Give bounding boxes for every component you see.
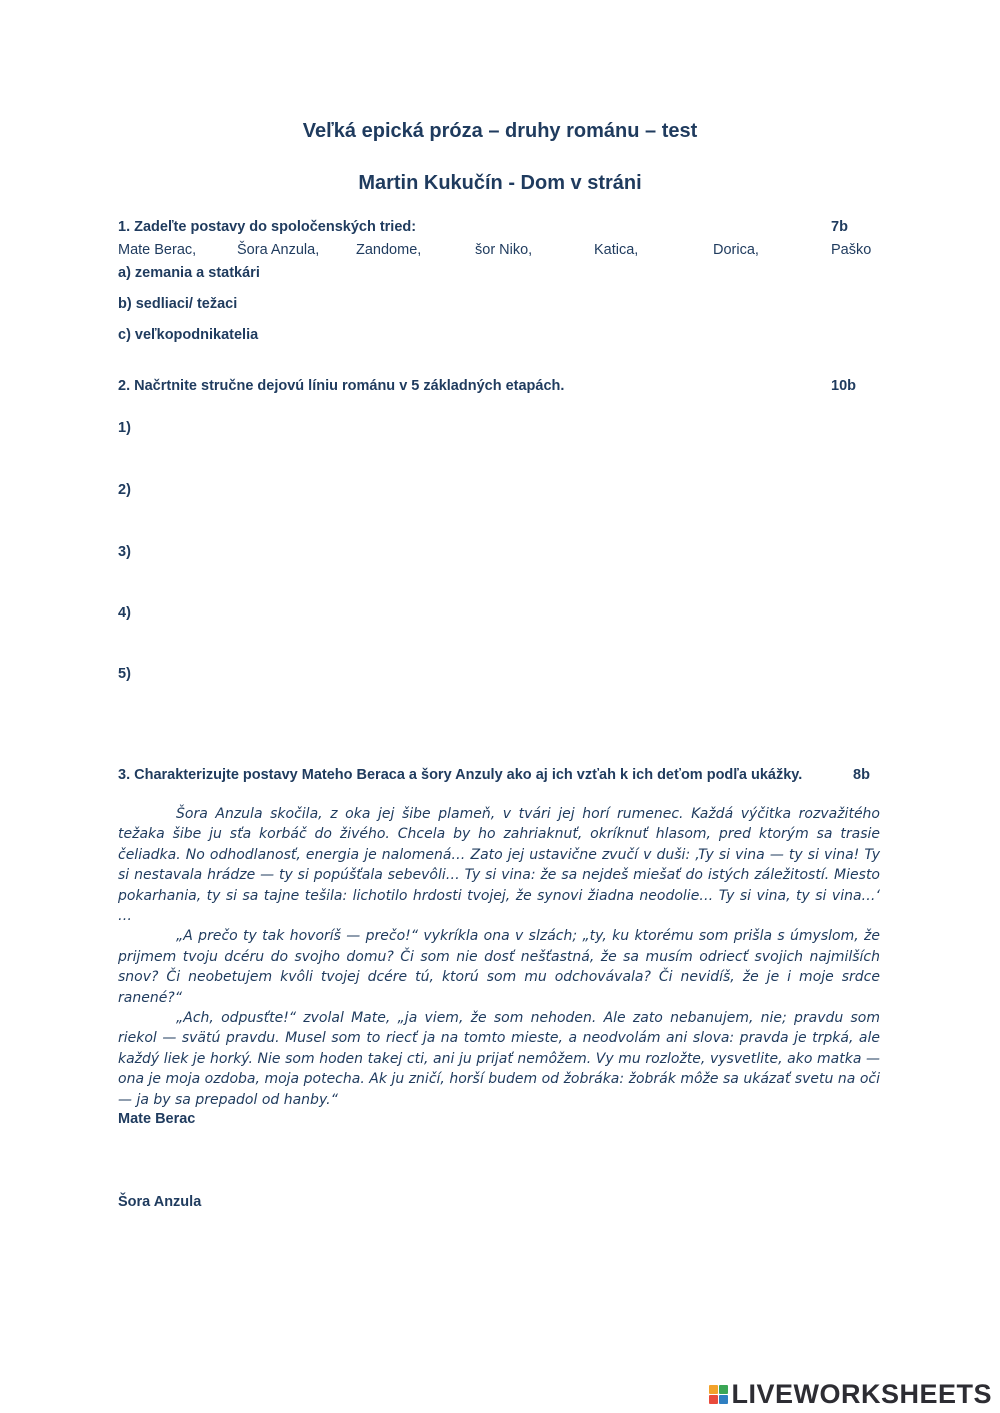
excerpt-paragraph: „Ach, odpusťte!“ zvolal Mate, „ja viem, že som nehoden. Ale zato nebanujem, nie; pravdu som riekol — svätú pravdu. Musel som to riecť ja na tomto mieste, a neodvolám ani slova: pravda je trpká, ale každý liek je horký. Nie som hoden takej cti, ani ju prijať nemôžem. Vy mu rozložte, vysvetlite, ako matka — ona je moja ozdoba, moja potecha. Ak ju zničí, horší budem od žobráka: žobrák môže sa ukázať svetu na oči — ja by sa prepadol od hanby.“ xyxy=(118,1010,880,1108)
stage-number: 4) xyxy=(118,605,131,621)
question-3-points: 8b xyxy=(853,767,870,783)
page-subtitle: Martin Kukučín - Dom v stráni xyxy=(358,172,642,194)
group-label: a) zemania a statkári xyxy=(118,265,260,281)
stage-number: 5) xyxy=(118,666,131,682)
character-item: Mate Berac, xyxy=(118,242,197,258)
logo-tile xyxy=(709,1385,718,1394)
question-1-points: 7b xyxy=(831,219,848,235)
liveworksheets-logo[interactable] xyxy=(709,1380,992,1408)
character-item: Šora Anzula, xyxy=(237,242,320,258)
logo-text: LIVEWORKSHEETS xyxy=(731,1378,992,1409)
excerpt-text xyxy=(118,804,880,1110)
stage-number: 1) xyxy=(118,420,131,436)
character-item: Zandome, xyxy=(356,242,422,258)
logo-tile xyxy=(719,1395,728,1404)
logo-tile xyxy=(709,1395,718,1404)
character-item: Katica, xyxy=(594,242,639,258)
page-title: Veľká epická próza – druhy románu – test xyxy=(302,120,698,142)
character-item: šor Niko, xyxy=(475,242,533,258)
group-label: c) veľkopodnikatelia xyxy=(118,327,259,343)
excerpt-paragraph: „A prečo ty tak hovoríš — prečo!“ vykríkla ona v slzách; „ty, ku ktorému som prišla s úmyslom, že prijmem tvoju dcéru do svojho domu? Či som nie dosť nešťastná, že sa musím odriecť svojich najmilších snov? Či neobetujem kvôli tvojej dcére tú, ktorú som mu odchovávala? Či nevidíš, že je i moje srdce ranené?“ xyxy=(118,928,880,1006)
question-2-points: 10b xyxy=(831,378,856,394)
character-list xyxy=(0,242,1000,262)
character-item: Paško xyxy=(831,242,872,258)
logo-mark-icon xyxy=(709,1385,728,1404)
question-3: 3. Charakterizujte postavy Mateho Beraca a šory Anzuly ako aj ich vzťah k ich deťom podľa ukážky. xyxy=(118,767,803,783)
stage-number: 2) xyxy=(118,482,131,498)
stage-number: 3) xyxy=(118,544,131,560)
excerpt-paragraph: Šora Anzula skočila, z oka jej šibe plameň, v tvári jej horí rumenec. Každá výčitka rozvažitého težaka šibe ju sťa korbáč do živého. Chcela by ho zahriaknuť, okríknuť hlasom, pred ktorým sa trasie čeliadka. No odhodlanosť, energia je nalomená… Zato jej ustavične zvučí v duši: ‚Ty si vina — ty si vina! Ty si nestavala hrádze — ty si popúšťala sebevôli… Ty si vina: že sa nejdeš miešať do istých záležitostí. Miesto pokarhania, ty si sa tajne tešila: lichotilo hrdosti tvojej, že synovi žiadna neodolie… Ty si vina, ty si vina…‘ … xyxy=(118,806,880,925)
group-label: b) sedliaci/ težaci xyxy=(118,296,238,312)
character-label-anzula: Šora Anzula xyxy=(118,1194,202,1210)
character-item: Dorica, xyxy=(713,242,759,258)
logo-tile xyxy=(719,1385,728,1394)
question-2: 2. Načrtnite stručne dejovú líniu románu v 5 základných etapách. xyxy=(118,378,565,394)
question-1: 1. Zadeľte postavy do spoločenských tried: xyxy=(118,219,417,235)
character-label-mate: Mate Berac xyxy=(118,1111,196,1127)
